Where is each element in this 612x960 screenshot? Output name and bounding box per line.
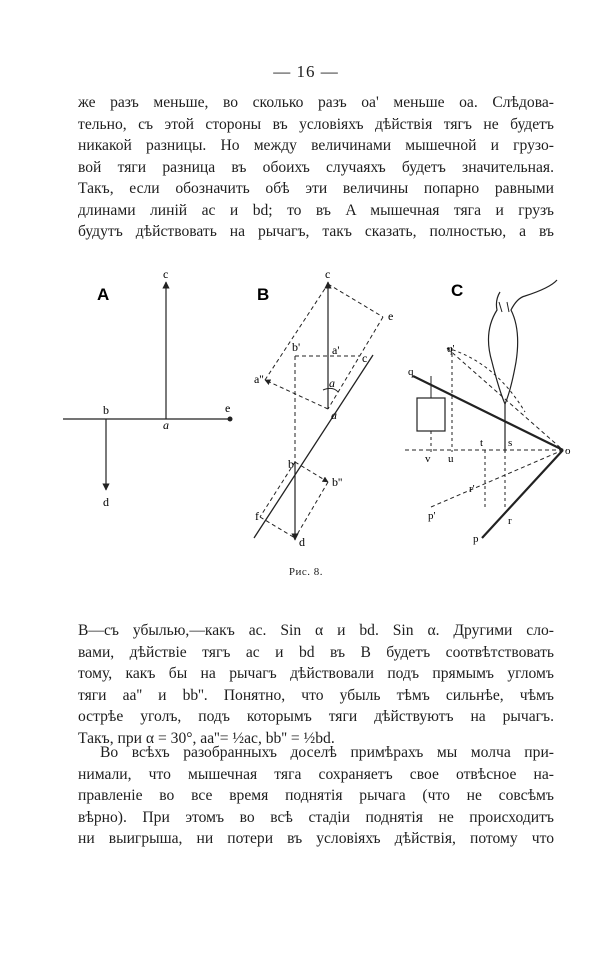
text-line: B—съ убылью,—какъ ac. Sin α и bd. Sin α. Другими сло- [78, 622, 554, 639]
figure-caption: Рис. 8. [288, 566, 324, 578]
label-a-double-prime: a'' [254, 372, 264, 386]
label-b-double-prime: b'' [332, 475, 343, 489]
label-t: t [480, 437, 484, 449]
label-q-prime: q' [447, 343, 455, 355]
text-line: ни выигрыша, ни потери въ условіяхъ дѣйствія, потому что [78, 830, 554, 847]
text-line: Такъ, если обозначить обѣ эти величины попарно равными [78, 180, 554, 197]
muscle-shape [488, 280, 557, 404]
text-line: тому, какъ бы на рычагъ дѣйствовали подъ прямымъ угломъ [78, 665, 554, 682]
panel-b [254, 267, 393, 549]
text-line: Во всѣхъ разобранныхъ доселѣ примѣрахъ мы молча при- [100, 744, 554, 761]
text-line: нимали, что мышечная тяга сохраняетъ свое отвѣсное на- [78, 765, 554, 783]
page-number: — 16 — [273, 62, 339, 81]
text-line: тяги aa'' и bb''. Понятно, что убыль тѣмъ сильнѣе, чѣмъ [78, 686, 554, 704]
label-e: e [225, 401, 231, 415]
panel-c [405, 280, 571, 545]
label-a-prime: a' [332, 343, 340, 357]
panel-label-a: A [97, 285, 110, 304]
label-v: v [425, 453, 431, 465]
text-line: длинами линій ac и bd; то въ A мышечная тяга и грузъ [78, 201, 554, 219]
label-u: u [448, 453, 454, 465]
lever-q-o [413, 376, 563, 450]
label-d: d [103, 495, 109, 509]
text-line: никакой разницы. Но между величинами мышечной и грузо- [78, 137, 554, 154]
label-b: b [288, 457, 294, 471]
fulcrum-dot [228, 417, 233, 422]
text-line: правленіе во все время поднятія рычага (что не совсѣмъ [78, 787, 554, 804]
text-line: тельно, съ этой стороны въ условіяхъ дѣйствія тягъ не будетъ [78, 115, 554, 133]
label-alpha: a [329, 376, 335, 390]
panel-label-b: B [257, 285, 270, 304]
label-a: a [331, 408, 337, 422]
label-e: e [388, 309, 394, 323]
label-c: c [163, 267, 169, 281]
weight-box [417, 398, 445, 431]
label-c: c [325, 267, 331, 281]
label-r-prime: r' [469, 483, 475, 495]
paragraph-1 [78, 92, 554, 243]
text-line: вами, дѣйствіе тягъ ac и bd въ B будетъ соотвѣтствовать [78, 643, 554, 661]
paragraph-3 [78, 742, 554, 850]
panel-a [63, 267, 233, 509]
lever-p-o [482, 450, 563, 538]
text-line: острѣе уголъ, подъ которымъ тяги дѣйствуютъ на рычагъ. [78, 708, 554, 725]
text-line: Такъ, при α = 30°, aa''= ½ac, bb'' = ½bd. [78, 729, 335, 747]
text-line: вой тяги разница въ обоихъ случаяхъ будетъ значительная. [78, 158, 554, 176]
label-p-prime: p' [428, 510, 436, 522]
label-a: a [163, 418, 169, 432]
lever-line [254, 355, 373, 538]
label-b-prime: b' [292, 340, 301, 354]
label-p: p [473, 533, 479, 545]
panel-label-c: C [451, 281, 464, 300]
text-line: вѣрно). При этомъ во всѣ стадіи поднятія не происходитъ [78, 808, 554, 826]
figure-8 [55, 262, 575, 567]
label-q: q [408, 366, 414, 378]
label-c-lower: c [362, 351, 368, 365]
label-f: f [255, 509, 259, 523]
label-o: o [565, 445, 571, 457]
label-d: d [299, 535, 305, 549]
label-s: s [508, 437, 513, 449]
label-r: r [508, 515, 512, 527]
label-b: b [103, 403, 109, 417]
text-line: же разъ меньше, во сколько разъ оа' меньше оа. Слѣдова- [78, 94, 554, 111]
text-line: будутъ дѣйствовать на рычагъ, такъ сказать, полностью, а въ [78, 223, 554, 240]
paragraph-2 [78, 620, 554, 749]
